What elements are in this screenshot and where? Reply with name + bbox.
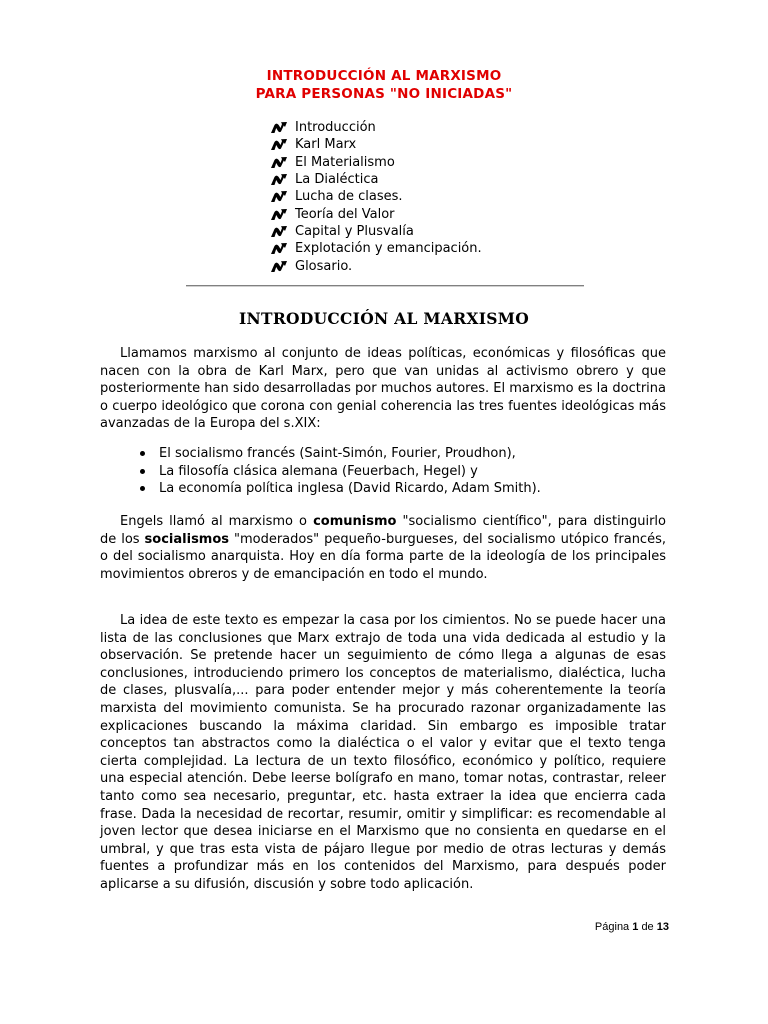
toc-item[interactable]	[270, 188, 482, 205]
page-label: Página	[594, 921, 630, 933]
paragraph-purpose: La idea de este texto es empezar la casa por los cimientos. No se puede hacer una lista de las conclusiones que Marx extrajo de toda una vida dedicada al estudio y la observación. Se pretende hacer un seguimiento de cómo llega a algunas de esas conclusiones, introduciendo primero los conceptos de materialismo, dialéctica, lucha de clases, plusvalía,... para poder entender mejor y más coherentemente la teoría marxista del movimiento comunista. Se ha procurado razonar organizadamente las explicaciones buscando la máxima claridad. Sin embargo es imposible tratar conceptos tan abstractos como la dialéctica o el valor y evitar que el texto tenga cierta complejidad. La lectura de un texto filosófico, económico y político, requiere una especial atención. Debe leerse bolígrafo en mano, tomar notas, contrastar, releer tanto como sea necesario, preguntar, etc. hasta extraer la idea que encierra cada frase. Dada la necesidad de recortar, resumir, omitir y simplificar: es recomendable al joven lector que desea iniciarse en el Marxismo que no consienta en quedarse en el umbral, y que tras esta vista de pájaro llegue por medio de otras lecturas y demás fuentes a profundizar más en los contenidos del Marxismo, para después poder aplicarse a su difusión, discusión y sobre todo aplicación.	[100, 613, 666, 892]
toc-item[interactable]	[270, 154, 482, 171]
toc-item-label: La Dialéctica	[295, 172, 379, 188]
page-number	[595, 921, 669, 933]
toc-item-label: El Materialismo	[295, 154, 395, 170]
bold-term-comunismo: comunismo	[313, 514, 397, 529]
list-item-text: La economía política inglesa (David Ricardo, Adam Smith).	[159, 481, 541, 496]
arrow-bullet-icon	[270, 121, 288, 134]
paragraph-intro: Llamamos marxismo al conjunto de ideas políticas, económicas y filosóficas que nacen con la obra de Karl Marx, pero que van unidas al activismo obrero y que posteriormente han sido desarrolladas por muchos autores. El marxismo es la doctrina o cuerpo ideológico que corona con genial coherencia las tres fuentes ideológicas más avanzadas de la Europa del s.XIX:	[100, 346, 666, 432]
bullet-dot-icon	[140, 469, 145, 474]
list-item	[140, 445, 541, 463]
list-item-text: La filosofía clásica alemana (Feuerbach, Hegel) y	[159, 463, 478, 479]
bullet-dot-icon	[140, 486, 145, 491]
page-total: 13	[656, 921, 669, 933]
toc-item-label: Capital y Plusvalía	[295, 223, 414, 239]
toc-item[interactable]	[270, 171, 482, 188]
list-item	[140, 463, 541, 481]
text-run: "moderados" pequeño-burgueses, del socialismo utópico francés, o del socialismo anarquista. Hoy en día forma parte de la ideología de los principales movimientos obreros y de emancipación en todo el mundo.	[100, 531, 666, 582]
bold-term-socialismos: socialismos	[144, 531, 230, 547]
toc-item[interactable]	[270, 205, 482, 222]
arrow-bullet-icon	[270, 208, 288, 221]
text-run: Engels llamó al marxismo o	[120, 514, 314, 529]
paragraph-engels	[100, 513, 666, 583]
arrow-bullet-icon	[270, 242, 288, 255]
arrow-bullet-icon	[270, 156, 288, 169]
toc-item-label: Glosario.	[295, 258, 353, 274]
toc-item[interactable]	[270, 257, 482, 274]
bullet-dot-icon	[140, 451, 145, 456]
toc-item-label: Introducción	[295, 120, 376, 136]
list-item-text: El socialismo francés (Saint-Simón, Fourier, Proudhon),	[159, 446, 516, 461]
sources-list	[140, 445, 541, 498]
toc-item[interactable]	[270, 136, 482, 153]
arrow-bullet-icon	[270, 190, 288, 203]
toc-item-label: Karl Marx	[295, 137, 357, 153]
document-title: INTRODUCCIÓN AL MARXISMO	[266, 68, 502, 84]
text-run: "socialismo científico", para distinguirlo de los	[100, 514, 666, 547]
page-current: 1	[632, 921, 639, 933]
arrow-bullet-icon	[270, 138, 288, 151]
toc-item-label: Teoría del Valor	[295, 206, 395, 222]
toc-item[interactable]	[270, 223, 482, 240]
toc-item[interactable]	[270, 119, 482, 136]
page-of: de	[641, 921, 654, 933]
toc-item-label: Explotación y emancipación.	[295, 241, 482, 257]
toc-item-label: Lucha de clases.	[295, 189, 403, 205]
arrow-bullet-icon	[270, 173, 288, 186]
horizontal-divider	[186, 285, 584, 287]
arrow-bullet-icon	[270, 260, 288, 273]
table-of-contents	[270, 119, 482, 275]
arrow-bullet-icon	[270, 225, 288, 238]
toc-item[interactable]	[270, 240, 482, 257]
section-heading: INTRODUCCIÓN AL MARXISMO	[239, 309, 529, 328]
document-subtitle: PARA PERSONAS "NO INICIADAS"	[255, 86, 513, 102]
list-item	[140, 480, 541, 498]
